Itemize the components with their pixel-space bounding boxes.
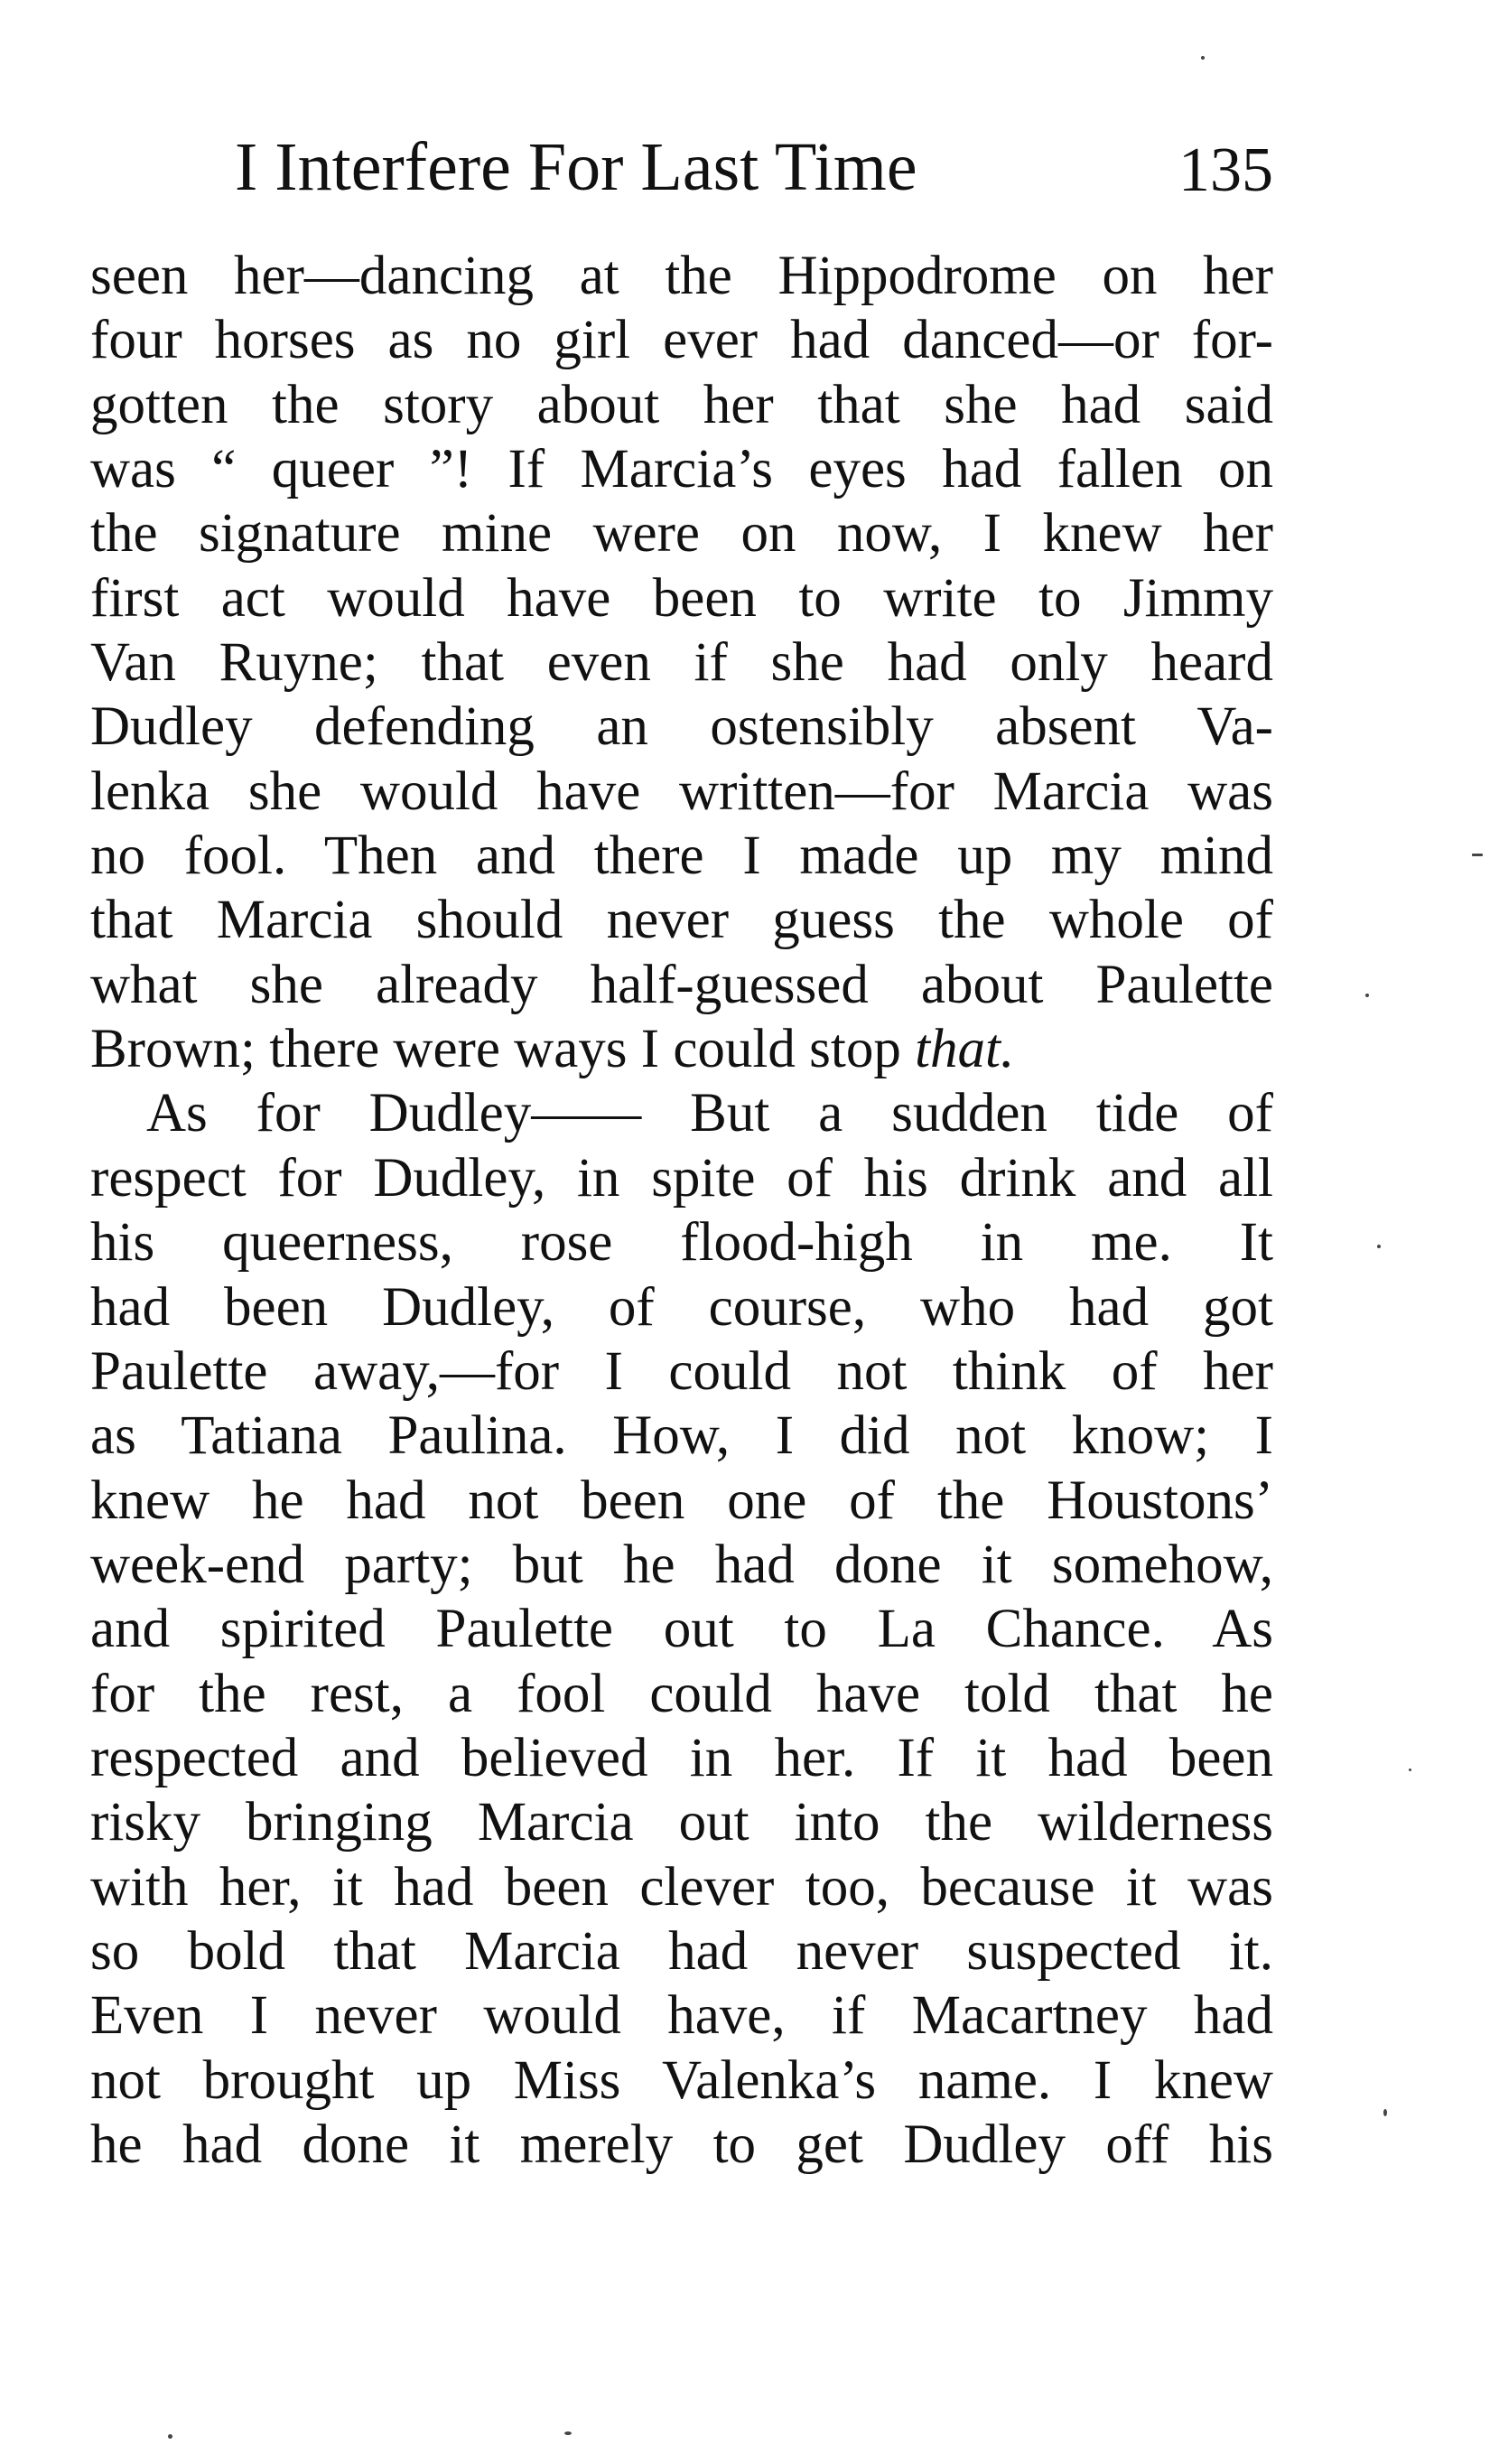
scan-speck bbox=[1383, 2109, 1387, 2116]
body-text bbox=[90, 244, 1273, 2177]
text-line: no fool. Then and there I made up my mind bbox=[90, 826, 1273, 887]
text-line: risky bringing Marcia out into the wilderness bbox=[90, 1792, 1273, 1853]
page-number: 135 bbox=[1178, 135, 1273, 205]
text-line: Van Ruyne; that even if she had only heard bbox=[90, 632, 1273, 694]
text-line: four horses as no girl ever had danced—or for- bbox=[90, 310, 1273, 371]
text-line: had been Dudley, of course, who had got bbox=[90, 1276, 1273, 1338]
text-line: gotten the story about her that she had said bbox=[90, 374, 1273, 435]
text-line-content: Brown; there were ways I could stop bbox=[90, 1019, 916, 1080]
text-line: respect for Dudley, in spite of his drink and all bbox=[90, 1147, 1273, 1209]
italic-word: that. bbox=[915, 1019, 1015, 1080]
scan-speck bbox=[1409, 1769, 1411, 1771]
text-line: Dudley defending an ostensibly absent Va- bbox=[90, 696, 1273, 758]
scan-speck bbox=[564, 2431, 572, 2435]
page-header bbox=[90, 126, 1273, 208]
text-line: not brought up Miss Valenka’s name. I knew bbox=[90, 2049, 1273, 2111]
text-line: with her, it had been clever too, because it was bbox=[90, 1856, 1273, 1918]
text-line: respected and believed in her. If it had been bbox=[90, 1727, 1273, 1788]
text-line-paragraph-start: As for Dudley—— But a sudden tide of bbox=[146, 1083, 1273, 1144]
running-head: I Interfere For Last Time bbox=[235, 129, 917, 205]
scan-speck bbox=[1377, 1245, 1381, 1248]
text-line: week-end party; but he had done it somehow, bbox=[90, 1534, 1273, 1595]
text-line: seen her—dancing at the Hippodrome on her bbox=[90, 246, 1273, 306]
text-line: knew he had not been one of the Houstons’ bbox=[90, 1470, 1273, 1531]
scan-speck bbox=[168, 2434, 172, 2439]
text-line: first act would have been to write to Jimmy bbox=[90, 567, 1273, 629]
text-line: so bold that Marcia had never suspected it. bbox=[90, 1920, 1273, 1982]
text-line: his queerness, rose flood-high in me. It bbox=[90, 1212, 1273, 1274]
text-line: lenka she would have written—for Marcia was bbox=[90, 761, 1273, 822]
text-line-paragraph-end bbox=[90, 1017, 1273, 1081]
scan-speck bbox=[1201, 56, 1205, 60]
scan-speck bbox=[1472, 854, 1483, 856]
text-line: for the rest, a fool could have told that he bbox=[90, 1663, 1273, 1724]
text-line: what she already half-guessed about Paulette bbox=[90, 954, 1273, 1015]
text-line: he had done it merely to get Dudley off his bbox=[90, 2114, 1273, 2175]
scan-speck bbox=[1365, 994, 1369, 997]
text-line: that Marcia should never guess the whole of bbox=[90, 890, 1273, 951]
text-line: as Tatiana Paulina. How, I did not know; I bbox=[90, 1405, 1273, 1467]
text-line: Paulette away,—for I could not think of her bbox=[90, 1340, 1273, 1402]
text-line: Even I never would have, if Macartney had bbox=[90, 1985, 1273, 2047]
text-line: was “ queer ”! If Marcia’s eyes had fallen on bbox=[90, 439, 1273, 500]
text-line: and spirited Paulette out to La Chance. As bbox=[90, 1599, 1273, 1660]
text-line: the signature mine were on now, I knew her bbox=[90, 503, 1273, 565]
